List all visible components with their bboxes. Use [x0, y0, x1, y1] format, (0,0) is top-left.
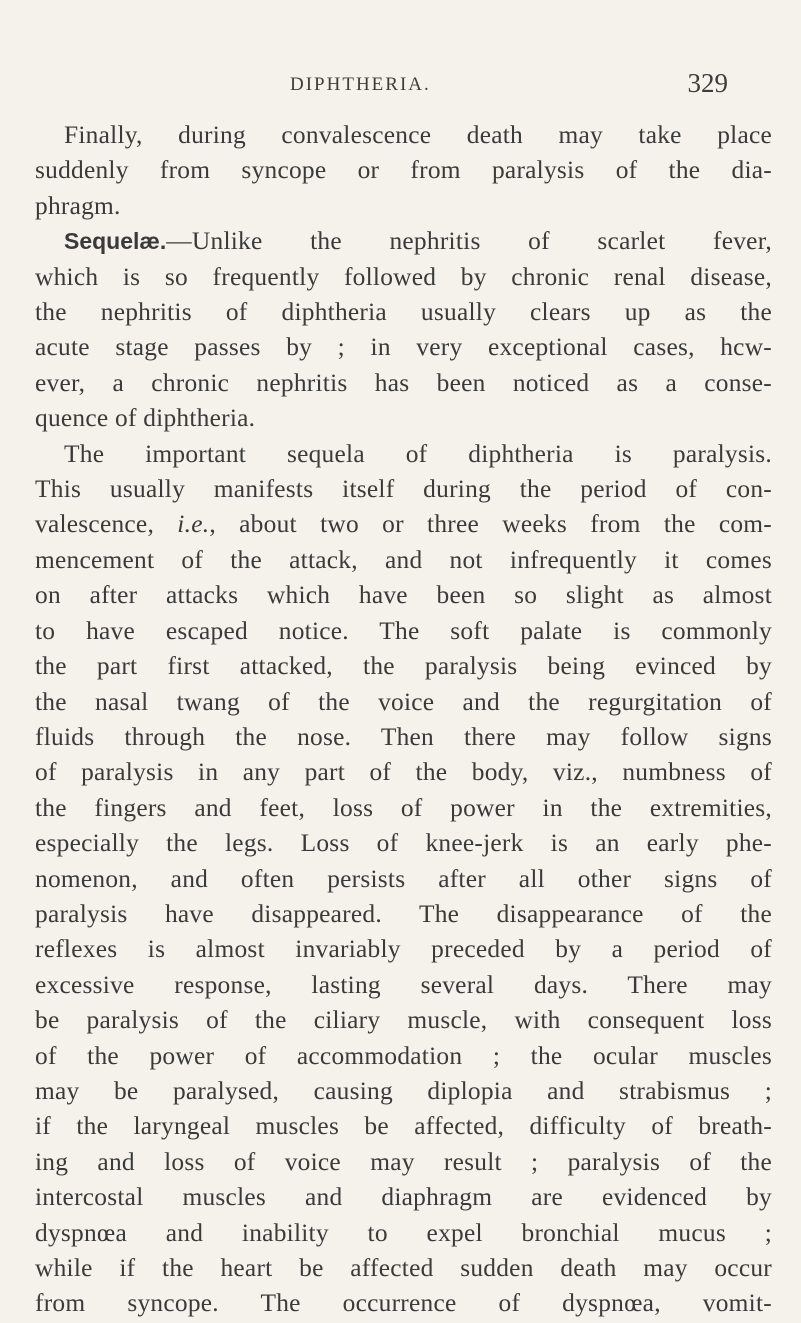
text-line: from syncope. The occurrence of dyspnœa, vomit- — [35, 1289, 772, 1318]
text-line: the nephritis of diphtheria usually clears up as the — [35, 298, 772, 327]
text-line: to have escaped notice. The soft palate is commonly — [35, 616, 772, 645]
text-line: which is so frequently followed by chronic renal disease, — [35, 262, 772, 291]
text-line: the part first attacked, the paralysis being evinced by — [35, 652, 772, 681]
text-line: of the power of accommodation ; the ocular muscles — [35, 1041, 772, 1070]
text-line: if the laryngeal muscles be affected, difficulty of breath- — [35, 1112, 772, 1141]
text-line: intercostal muscles and diaphragm are evidenced by — [35, 1183, 772, 1212]
text-line: on after attacks which have been so slight as almost — [35, 581, 772, 610]
text-line: Finally, during convalescence death may take place — [64, 121, 772, 149]
text-line: be paralysis of the ciliary muscle, with consequent loss — [35, 1006, 772, 1035]
text-line: fluids through the nose. Then there may follow signs — [35, 722, 772, 751]
text-line: may be paralysed, causing diplopia and strabismus ; — [35, 1076, 772, 1105]
text-line: acute stage passes by ; in very exceptional cases, hcw- — [35, 333, 772, 362]
text-line: the fingers and feet, loss of power in the extremities, — [35, 793, 772, 822]
text-line: excessive response, lasting several days. There may — [35, 970, 772, 999]
text-line: The important sequela of diphtheria is paralysis. — [64, 439, 772, 468]
text-line: dyspnœa and inability to expel bronchial mucus ; — [35, 1218, 772, 1247]
text-line: ing and loss of voice may result ; paralysis of the — [35, 1147, 772, 1176]
text-run: , about two or three weeks from the com- — [209, 510, 772, 539]
text-line: mencement of the attack, and not infrequently it comes — [35, 545, 772, 574]
text-line: suddenly from syncope or from paralysis of the dia- — [35, 156, 772, 185]
text-line: while if the heart be affected sudden death may occur — [35, 1254, 772, 1282]
text-line: quence of diphtheria. — [35, 404, 256, 433]
text-run: —Unlike the nephritis of scarlet fever, — [166, 227, 772, 256]
text-line — [35, 507, 772, 542]
page-number: 329 — [687, 68, 728, 98]
text-line: especially the legs. Loss of knee-jerk is an early phe- — [35, 829, 772, 858]
text-line: phragm. — [35, 191, 121, 220]
text-line: nomenon, and often persists after all other signs of — [35, 864, 772, 893]
text-line: This usually manifests itself during the period of con- — [35, 475, 772, 504]
text-line: ever, a chronic nephritis has been noticed as a conse- — [35, 368, 772, 397]
text-line: reflexes is almost invariably preceded by a period of — [35, 935, 772, 964]
text-run: valescence, — [35, 510, 178, 539]
text-line — [35, 224, 772, 259]
text-line: the nasal twang of the voice and the regurgitation of — [35, 687, 772, 716]
italic-abbreviation: i.e. — [177, 510, 210, 539]
section-heading-sequelae: Sequelæ. — [64, 228, 167, 255]
text-line: paralysis have disappeared. The disappearance of the — [35, 899, 772, 928]
text-line: of paralysis in any part of the body, viz., numbness of — [35, 758, 772, 787]
body-text — [35, 118, 772, 1322]
running-head: DIPHTHERIA. — [290, 74, 431, 95]
